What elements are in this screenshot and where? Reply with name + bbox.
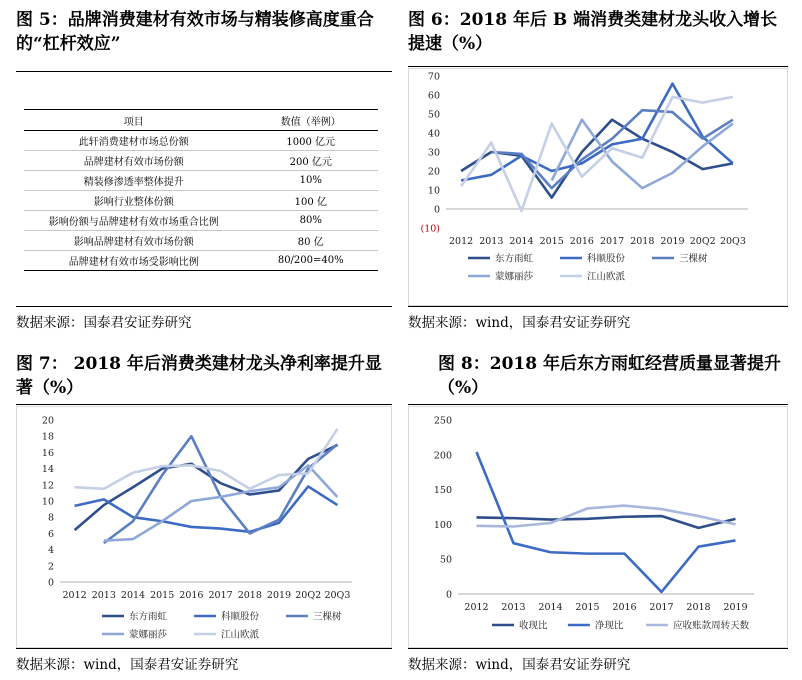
- y-tick-label: 12: [41, 480, 54, 492]
- fig8-source: 数据来源：wind，国泰君安证券研究: [408, 657, 631, 673]
- x-tick-label: 2018: [237, 590, 262, 601]
- legend-label: 应收账款周转天数: [673, 620, 750, 632]
- x-tick-label: 2014: [538, 602, 563, 613]
- x-tick-label: 2012: [464, 602, 489, 613]
- x-tick-label: 2012: [62, 590, 87, 601]
- legend-label: 东方雨虹: [129, 611, 168, 623]
- fig5-cell-item: 影响品牌建材有效市场份额: [73, 237, 194, 248]
- table-row: [24, 151, 378, 171]
- table-row: [24, 211, 378, 231]
- legend-label: 三棵树: [313, 611, 342, 623]
- y-tick-label: 200: [433, 450, 452, 462]
- y-tick-label: 6: [47, 528, 54, 540]
- fig5-cell-value: 80/200=40%: [277, 255, 344, 266]
- y-tick-label: 18: [41, 431, 54, 443]
- y-tick-label: 50: [427, 109, 440, 121]
- x-tick-label: 2014: [509, 236, 534, 247]
- legend-label: 蒙娜丽莎: [129, 629, 168, 641]
- chart-frame: [409, 69, 788, 306]
- series-line-三棵树: [104, 436, 338, 543]
- x-tick-label: 20Q3: [324, 590, 351, 601]
- fig6-title-rule: [408, 66, 788, 67]
- x-tick-label: 2017: [649, 602, 674, 613]
- series-line-应收账款周转天数: [477, 506, 736, 527]
- fig7-title: 图 7： 2018 年后消费类建材龙头净利率提升显著（%）: [16, 354, 382, 398]
- fig5-title: 图 5：品牌消费建材有效市场与精装修高度重合的“杠杆效应”: [16, 10, 374, 54]
- x-tick-label: 20Q2: [295, 590, 322, 601]
- fig7-panel: [16, 352, 392, 674]
- x-tick-label: 2014: [120, 590, 146, 601]
- legend-label: 科顺股份: [221, 611, 260, 623]
- fig5-cell-item: 此轩消费建材市场总份额: [78, 137, 189, 148]
- x-tick-label: 2017: [208, 590, 233, 601]
- legend-label: 东方雨虹: [495, 253, 534, 265]
- fig5-cell-value: 200 亿元: [289, 157, 332, 168]
- legend-label: 江山欧派: [221, 629, 260, 641]
- y-tick-label: 8: [47, 512, 54, 524]
- fig8-source-rule: [408, 648, 788, 649]
- y-tick-label: 20: [41, 415, 54, 427]
- fig5-cell-value: 100 亿: [294, 197, 327, 208]
- x-tick-label: 2016: [179, 590, 204, 601]
- x-tick-label: 2018: [630, 236, 655, 247]
- y-tick-label: 60: [427, 90, 440, 102]
- y-tick-label: (10): [420, 223, 440, 235]
- x-tick-label: 2019: [660, 236, 685, 247]
- fig6-chart: [408, 68, 788, 306]
- fig6-panel: [408, 8, 788, 334]
- fig5-cell-value: 80 亿: [297, 237, 324, 248]
- y-tick-label: 2: [47, 561, 54, 573]
- fig8-title: 图 8：2018 年后东方雨虹经营质量显著提升（%）: [438, 354, 781, 398]
- table-row: [24, 131, 378, 151]
- table-row: [24, 191, 378, 211]
- y-tick-label: 50: [439, 554, 452, 566]
- y-tick-label: 20: [427, 166, 440, 178]
- table-row: [24, 251, 378, 271]
- x-tick-label: 2015: [539, 236, 564, 247]
- fig7-chart: [16, 406, 392, 648]
- y-tick-label: 0: [445, 589, 452, 601]
- x-tick-label: 2016: [569, 236, 594, 247]
- series-line-江山欧派: [75, 429, 338, 489]
- legend-label: 净现比: [594, 620, 624, 632]
- y-tick-label: 100: [433, 519, 452, 531]
- fig6-source: 数据来源：wind，国泰君安证券研究: [408, 315, 631, 331]
- fig8-panel: [408, 352, 788, 674]
- legend-label: 科顺股份: [587, 253, 626, 265]
- x-tick-label: 2012: [449, 236, 474, 247]
- x-tick-label: 2013: [479, 236, 504, 247]
- y-tick-label: 150: [433, 485, 452, 497]
- fig5-cell-item: 精装修渗透率整体提升: [83, 177, 184, 188]
- fig5-cell-value: 80%: [299, 215, 322, 226]
- fig5-cell-value: 10%: [299, 175, 322, 186]
- fig5-cell-item: 品牌建材有效市场受影响比例: [68, 257, 199, 268]
- legend-label: 江山欧派: [587, 271, 626, 283]
- y-tick-label: 10: [41, 496, 54, 508]
- fig5-cell-item: 影响份额与品牌建材有效市场重合比例: [48, 217, 219, 228]
- x-tick-label: 2018: [686, 602, 711, 613]
- legend-label: 收现比: [519, 620, 548, 632]
- series-line-净现比: [477, 452, 736, 592]
- fig5-cell-item: 影响行业整体份额: [93, 197, 174, 208]
- x-tick-label: 2017: [600, 236, 625, 247]
- x-tick-label: 20Q2: [689, 236, 716, 247]
- fig5-source: 数据来源：国泰君安证券研究: [16, 315, 192, 331]
- x-tick-label: 2015: [150, 590, 175, 601]
- series-line-科顺股份: [75, 486, 338, 531]
- fig5-header-value: 数值（举例）: [243, 110, 378, 131]
- fig7-source-rule: [16, 648, 392, 649]
- fig6-title: 图 6：2018 年后 B 端消费类建材龙头收入增长提速（%）: [408, 10, 778, 54]
- fig5-source-rule: [16, 306, 392, 307]
- fig5-header-item: 项目: [24, 110, 243, 131]
- fig5-table-header: [24, 110, 378, 131]
- fig5-cell-item: 品牌建材有效市场份额: [83, 157, 184, 168]
- y-tick-label: 250: [433, 415, 452, 427]
- legend-label: 蒙娜丽莎: [495, 271, 534, 283]
- fig5-panel: [16, 8, 392, 334]
- series-line-东方雨虹: [461, 120, 733, 198]
- y-tick-label: 16: [41, 447, 54, 459]
- x-tick-label: 2013: [501, 602, 526, 613]
- legend-label: 三棵树: [679, 253, 708, 265]
- x-tick-label: 20Q3: [719, 236, 746, 247]
- fig5-table: [24, 109, 378, 271]
- y-tick-label: 40: [427, 128, 440, 140]
- fig5-title-rule: [16, 71, 392, 72]
- y-tick-label: 0: [47, 577, 54, 589]
- fig6-source-rule: [408, 306, 788, 307]
- fig7-title-rule: [16, 404, 392, 405]
- y-tick-label: 14: [41, 464, 54, 476]
- x-tick-label: 2019: [723, 602, 748, 613]
- table-row: [24, 231, 378, 251]
- series-line-蒙娜丽莎: [552, 120, 733, 188]
- table-row: [24, 171, 378, 191]
- x-tick-label: 2015: [575, 602, 600, 613]
- y-tick-label: 4: [47, 545, 54, 557]
- x-tick-label: 2016: [612, 602, 637, 613]
- fig7-source: 数据来源：wind，国泰君安证券研究: [16, 657, 239, 673]
- x-tick-label: 2013: [91, 590, 116, 601]
- y-tick-label: 0: [433, 204, 440, 216]
- fig8-chart: [408, 406, 788, 648]
- x-tick-label: 2019: [266, 590, 292, 601]
- fig5-cell-value: 1000 亿元: [286, 137, 336, 148]
- y-tick-label: 70: [427, 71, 440, 83]
- y-tick-label: 30: [427, 147, 440, 159]
- y-tick-label: 10: [427, 185, 440, 197]
- fig8-title-rule: [408, 404, 788, 405]
